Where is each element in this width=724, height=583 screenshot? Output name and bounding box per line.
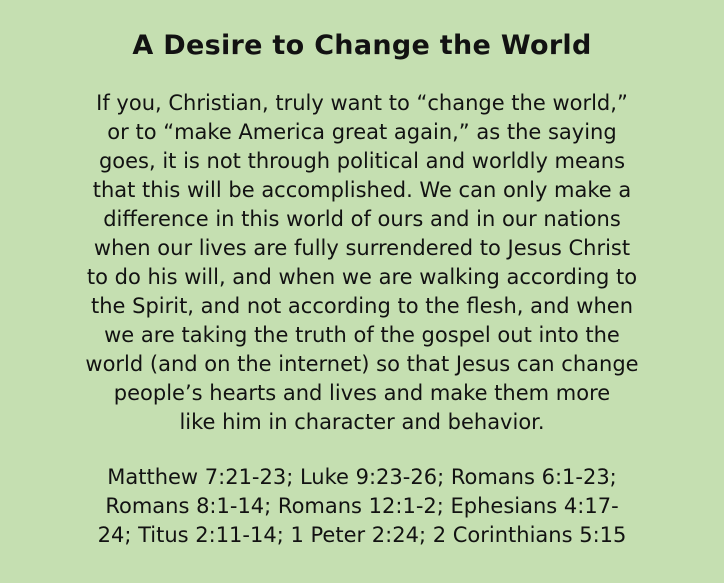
text-line: people’s hearts and lives and make them more: [113, 381, 611, 405]
text-line: goes, it is not through political and worldly means: [98, 149, 626, 173]
text-line: when our lives are fully surrendered to Jesus Christ: [93, 236, 631, 260]
page-title: A Desire to Change the World: [132, 30, 592, 61]
text-line: to do his will, and when we are walking according to: [86, 265, 638, 289]
body-paragraph: [0, 89, 724, 437]
text-line: difference in this world of ours and in our nations: [103, 207, 621, 231]
text-line: that this will be accomplished. We can only make a: [92, 178, 632, 202]
text-line: Matthew 7:21-23; Luke 9:23-26; Romans 6:1-23;: [107, 465, 617, 489]
text-line: If you, Christian, truly want to “change the world,”: [96, 91, 628, 115]
text-line: or to “make America great again,” as the saying: [107, 120, 617, 144]
text-line: the Spirit, and not according to the flesh, and when: [90, 294, 634, 318]
text-line: like him in character and behavior.: [179, 410, 545, 434]
text-line: world (and on the internet) so that Jesus can change: [85, 352, 639, 376]
scripture-references: [0, 463, 724, 550]
text-line: Romans 8:1-14; Romans 12:1-2; Ephesians 4:17-: [105, 494, 619, 518]
text-line: 24; Titus 2:11-14; 1 Peter 2:24; 2 Corinthians 5:15: [97, 523, 627, 547]
text-line: we are taking the truth of the gospel out into the: [104, 323, 620, 347]
